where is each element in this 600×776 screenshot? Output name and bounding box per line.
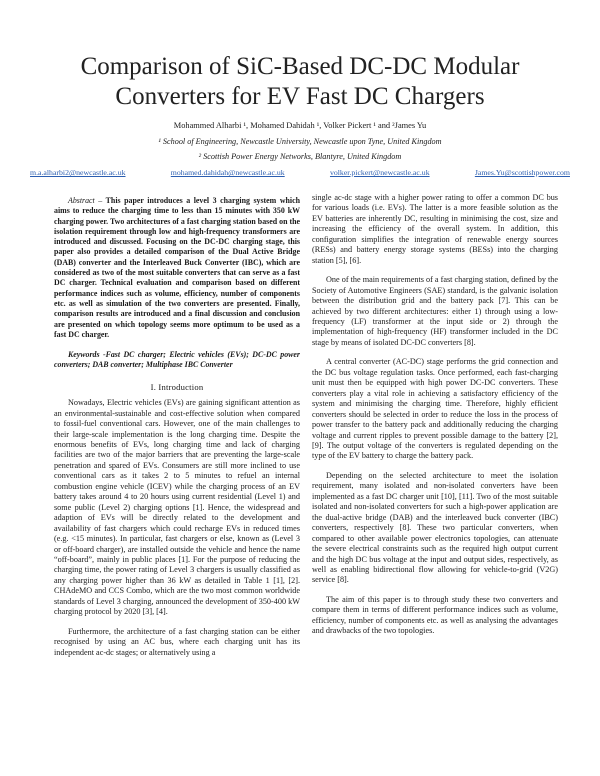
email-link-yu[interactable]: James.Yu@scottishpower.com	[474, 168, 570, 177]
body-paragraph: Nowadays, Electric vehicles (EVs) are gaining significant attention as an environmental-sustainable and cost-effective solution when compared to fossil-fuel conventional cars. However, one of the main challenges to their large-scale implementation is the long charging time. Despite the enormous benefits of EVs, long charging time and lack of charging facilities are two of the major barriers that are preventing the large-scale penetration and spared of EVs. Consumers are still more inclined to use conventional cars as it takes 2 to 5 minutes to refuel an internal combustion engine vehicle (ICEV) while the charging process of an EV battery takes around 4 to 20 hours using current residential (Level 1) and some public (Level 2) charging options [1]. Hence, the widespread and adaption of EVs will be directly related to the development and availability of fast chargers which could recharge EVs in reduced times (e.g. <15 minutes). In particular, fast chargers or else, known as (Level 3 or off-board charger), are installed outside the vehicle and hence the name “off-board”, mainly in public places [1]. For the purpose of reducing the charging time, the power rating of Level 3 chargers is usually classified as any charging power higher than 36 kW as detailed in Table 1 [1], [2]. CHAdeMO and CCS Combo, which are the two most common worldwide standards of Level 3 charging, announced the development of 350-400 kW charging protocol by 2020 [3], [4].	[54, 398, 300, 617]
body-paragraph: Furthermore, the architecture of a fast charging station can be either recognised by using an AC bus, where each charging unit has its independent ac-dc stages; or alternatively using a	[54, 626, 300, 657]
email-row	[30, 167, 570, 178]
abstract	[54, 196, 300, 340]
body-paragraph: The aim of this paper is to through study these two converters and compare them in terms of different performance indices such as volume, efficiency, number of components etc. as well as analysing the advantages and drawbacks of the two topologies.	[312, 594, 558, 636]
body-paragraph: A central converter (AC-DC) stage performs the grid connection and the DC bus voltage regulation tasks. Once performed, each fast-charging unit must then be equipped with high power DC-DC converters. These converters play a vital role in achieving a satisfactory efficiency of the system and minimising the charging time. Therefore, highly efficient converters should be selected in order to reduce the loss in the process of power transfer to the battery pack and additionally reducing the charging voltage and current ripples to prevent possible damage to the battery [2], [9]. The output voltage of the converters is regulated depending on the type of the EV battery to charge the battery pack.	[312, 357, 558, 461]
abstract-body: This paper introduces a level 3 charging system which aims to reduce the charging time to less than 15 minutes with 350 kW charging power. Two architectures of a fast charging station based on the isolation requirement through low and high-frequency transformers are introduced and discussed. Focusing on the DC-DC charging stage, this paper also provides a detailed comparison of the Dual Active Bridge (DAB) converter and the Interleaved Buck Converter (IBC), which are considered as two of the most suitable converters that can serve as a fast DC charger. Technical evaluation and comparison based on different performance indices such as volume, efficiency, number of components etc. as well as simulation of the two converters are presented. Finally, comparison results are introduced and a final discussion and conclusion are presented on which topology seems more optimum to be used as a fast DC charger.	[54, 196, 300, 339]
right-column	[312, 193, 558, 637]
body-paragraph: One of the main requirements of a fast charging station, defined by the Society of Automotive Engineers (SAE) standard, is the galvanic isolation between the distribution grid and the battery pack [7]. This can be achieved by two different architectures: either 1) through using a low-frequency (LF) transformer at the input side or 2) through the implementation of high-frequency (HF) transformer included in the DC stage by means of isolated DC-DC converters [8].	[312, 275, 558, 347]
abstract-label: Abstract –	[68, 196, 103, 205]
keywords: Keywords -Fast DC charger; Electric vehicles (EVs); DC-DC power converters; DAB converter; Multiphase IBC Converter	[54, 350, 300, 370]
author-list: Mohammed Alharbi ¹, Mohamed Dahidah ¹, Volker Pickert ¹ and ²James Yu	[173, 121, 427, 130]
affiliation-1: ¹ School of Engineering, Newcastle University, Newcastle upon Tyne, United Kingdom	[158, 137, 442, 146]
body-paragraph: single ac-dc stage with a higher power rating to offer a common DC bus for various loads (i.e. EVs). The latter is a more feasible solution as the EV batteries are inherently DC, resulting in minimising the cost, size and increasing the efficiency of the overall system. In addition, this configuration simplifies the integration of renewable energy sources (RESs) and battery energy storage systems (BESs) into the charging station [5], [6].	[312, 193, 558, 265]
paper-title: Comparison of SiC-Based DC-DC Modular Converters for EV Fast DC Chargers	[80, 53, 520, 110]
email-link-pickert[interactable]: volker.pickert@newcastle.ac.uk	[329, 168, 430, 177]
section-heading-introduction: I. Introduction	[150, 381, 204, 392]
email-link-alharbi[interactable]: m.a.alharbi2@newcastle.ac.uk	[30, 168, 126, 177]
email-link-dahidah[interactable]: mohamed.dahidah@newcastle.ac.uk	[170, 168, 285, 177]
body-paragraph: Depending on the selected architecture to meet the isolation requirement, many isolated and non-isolated converters have been implemented as a fast DC charger unit [10], [11]. Two of the most suitable isolated and non-isolated converters for such a high-power application are the dual-active bridge (DAB) and the interleaved buck converter (IBC) converters, respectively [8]. These two particular converters, when compared to other available power electronics topologies, can attenuate the severe electrical constraints such as the required high output current and the high DC bus voltage at the input and output sides, respectively, as well as enabling bidirectional flow allowing for vehicle-to-grid (V2G) service [8].	[312, 470, 558, 585]
affiliation-2: ² Scottish Power Energy Networks, Blantyre, United Kingdom	[198, 152, 402, 161]
left-column	[54, 196, 300, 658]
